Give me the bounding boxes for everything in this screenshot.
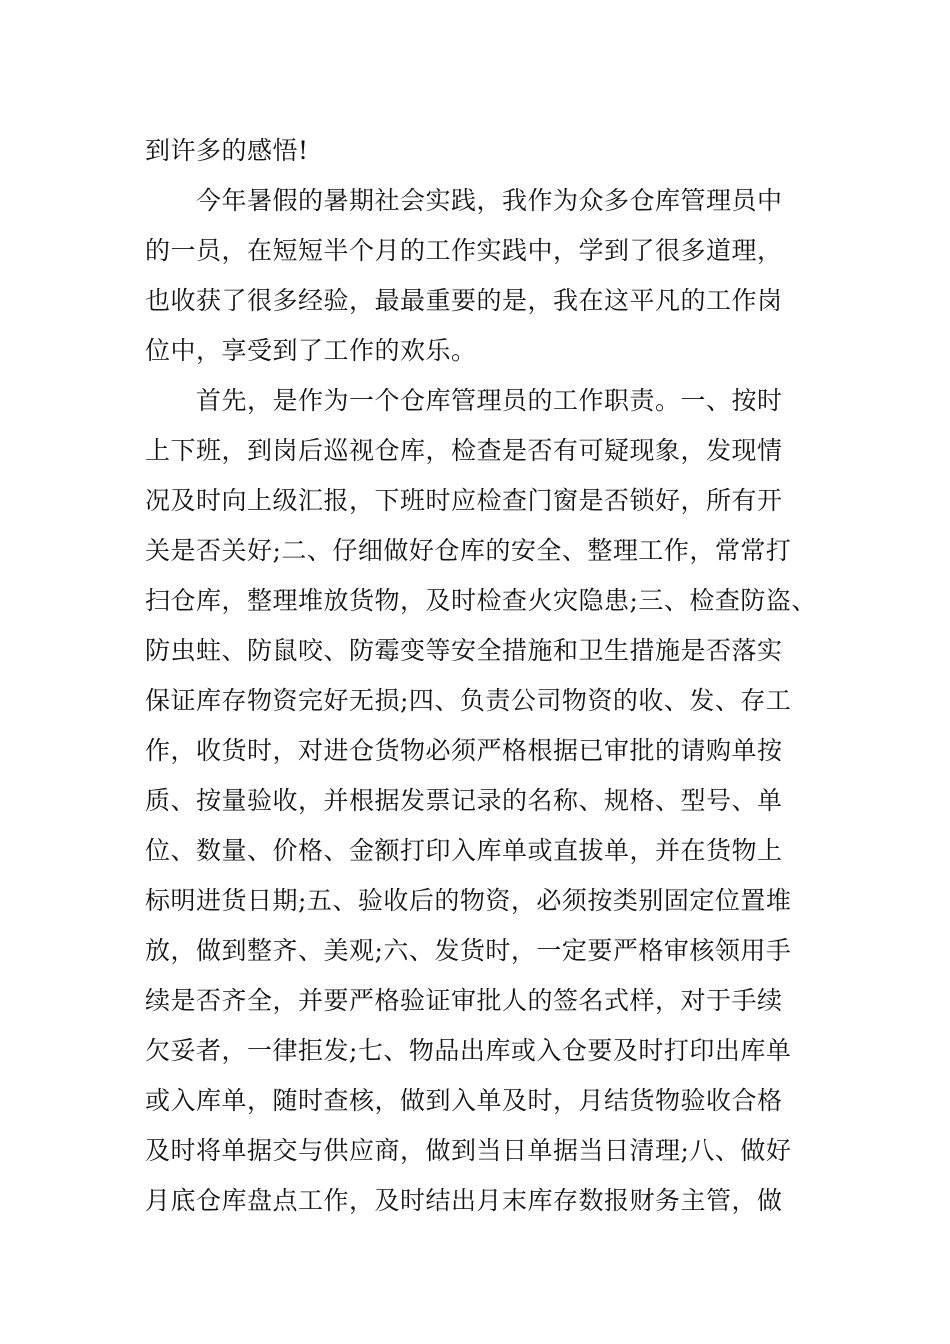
text-line: 位、数量、价格、金额打印入库单或直拔单，并在货物上 xyxy=(145,836,783,865)
text-line: 今年暑假的暑期社会实践，我作为众多仓库管理员中 xyxy=(145,186,783,215)
text-line: 或入库单，随时查核，做到入单及时，月结货物验收合格 xyxy=(145,1086,783,1115)
text-line: 防虫蛀、防鼠咬、防霉变等安全措施和卫生措施是否落实 xyxy=(145,636,783,665)
text-line: 的一员，在短短半个月的工作实践中，学到了很多道理， xyxy=(145,236,783,265)
text-line: 续是否齐全，并要严格验证审批人的签名式样，对于手续 xyxy=(145,986,783,1015)
text-line: 位中，享受到了工作的欢乐。 xyxy=(145,336,477,365)
text-line: 放，做到整齐、美观;六、发货时，一定要严格审核领用手 xyxy=(145,936,792,965)
text-line: 标明进货日期;五、验收后的物资，必须按类别固定位置堆 xyxy=(145,886,792,915)
text-line: 保证库存物资完好无损;四、负责公司物资的收、发、存工 xyxy=(145,686,792,715)
text-line: 关是否关好;二、仔细做好仓库的安全、整理工作，常常打 xyxy=(145,536,792,565)
text-line: 也收获了很多经验，最最重要的是，我在这平凡的工作岗 xyxy=(145,286,783,315)
text-line: 首先，是作为一个仓库管理员的工作职责。一、按时 xyxy=(145,386,783,415)
text-line: 况及时向上级汇报，下班时应检查门窗是否锁好，所有开 xyxy=(145,486,783,515)
text-line: 作，收货时，对进仓货物必须严格根据已审批的请购单按 xyxy=(145,736,783,765)
text-line: 上下班，到岗后巡视仓库，检查是否有可疑现象，发现情 xyxy=(145,436,783,465)
text-line: 扫仓库，整理堆放货物，及时检查火灾隐患;三、检查防盗、 xyxy=(145,586,817,615)
text-line: 质、按量验收，并根据发票记录的名称、规格、型号、单 xyxy=(145,786,783,815)
text-line: 到许多的感悟! xyxy=(145,136,309,165)
text-line: 及时将单据交与供应商，做到当日单据当日清理;八、做好 xyxy=(145,1136,792,1165)
body-text xyxy=(145,126,815,1226)
text-line: 欠妥者，一律拒发;七、物品出库或入仓要及时打印出库单 xyxy=(145,1036,792,1065)
text-line: 月底仓库盘点工作，及时结出月末库存数报财务主管，做 xyxy=(145,1186,783,1215)
